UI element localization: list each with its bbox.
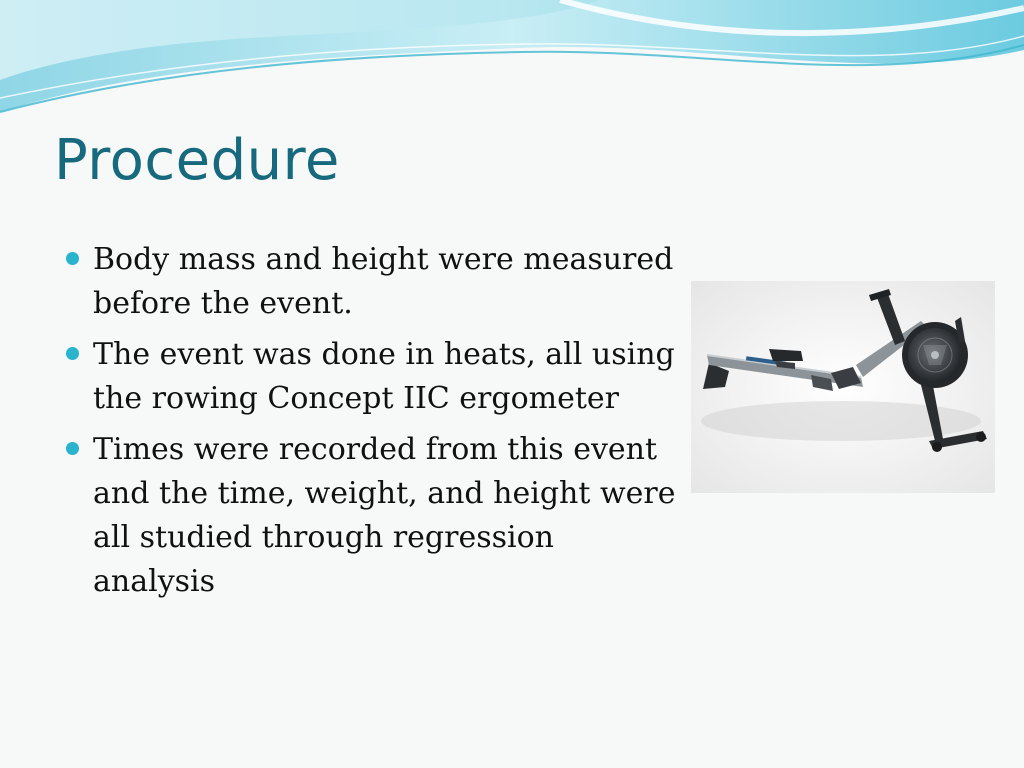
bullet-item [66,428,676,604]
bullet-dot-icon [66,347,79,360]
bullet-text: Body mass and height were measured before the event. [93,242,674,321]
bullet-list [66,238,676,611]
bullet-item [66,333,676,421]
rowing-ergometer-image [691,281,995,493]
bullet-text: Times were recorded from this event and the time, weight, and height were all studied through regression analysis [93,432,676,599]
bullet-dot-icon [66,442,79,455]
bullet-text: The event was done in heats, all using the rowing Concept IIC ergometer [93,337,675,416]
slide-title: Procedure [54,128,340,193]
bullet-item [66,238,676,326]
header-wave-decoration [0,0,1024,120]
bullet-dot-icon [66,252,79,265]
